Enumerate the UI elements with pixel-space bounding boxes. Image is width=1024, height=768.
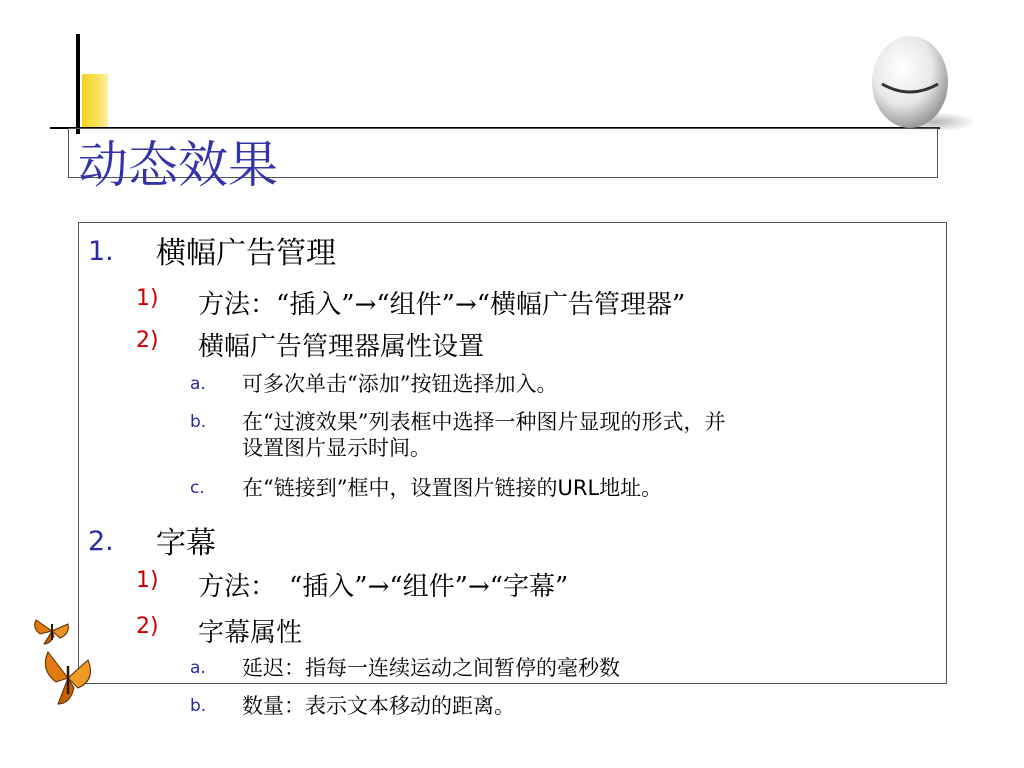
list-item-text-continued: 设置图片显示时间。 [242, 436, 431, 460]
url-term: URL [557, 476, 600, 500]
list-marker: c. [190, 478, 205, 498]
list-item-text: 方法： “插入”→“组件”→“字幕” [198, 572, 569, 602]
list-item-text: 字幕 [156, 526, 216, 561]
list-marker: a. [190, 658, 206, 678]
list-marker: a. [190, 374, 206, 394]
list-marker: 1) [136, 568, 159, 593]
list-item-text: 字幕属性 [198, 618, 303, 648]
list-item-text: 可多次单击“添加”按钮选择加入。 [242, 372, 558, 396]
list-marker: 2) [136, 328, 159, 353]
butterfly-icon [40, 648, 98, 708]
list-item-text [242, 476, 662, 500]
list-marker: 1) [136, 286, 159, 311]
list-item-text: 数量：表示文本移动的距离。 [242, 694, 515, 718]
egg-image [848, 22, 978, 142]
list-item-text: 延迟：指每一连续运动之间暂停的毫秒数 [242, 656, 620, 680]
text-segment: 在“链接到”框中，设置图片链接的 [242, 476, 558, 500]
list-marker: 2) [136, 614, 159, 639]
list-marker: 2. [88, 526, 114, 557]
corner-vertical-line [76, 34, 80, 134]
list-marker: 1. [88, 236, 114, 267]
page-title: 动态效果 [78, 136, 278, 194]
list-marker: b. [190, 412, 207, 432]
text-segment: 地址。 [599, 476, 663, 500]
list-marker: b. [190, 696, 207, 716]
list-item-text: 在“过渡效果”列表框中选择一种图片显现的形式，并 [242, 410, 726, 434]
list-item-text: 方法：“插入”→“组件”→“横幅广告管理器” [198, 290, 686, 320]
butterfly-icon [32, 614, 72, 648]
list-item-text: 横幅广告管理 [156, 236, 336, 271]
corner-yellow-block [82, 74, 108, 128]
list-item-text: 横幅广告管理器属性设置 [198, 332, 485, 362]
